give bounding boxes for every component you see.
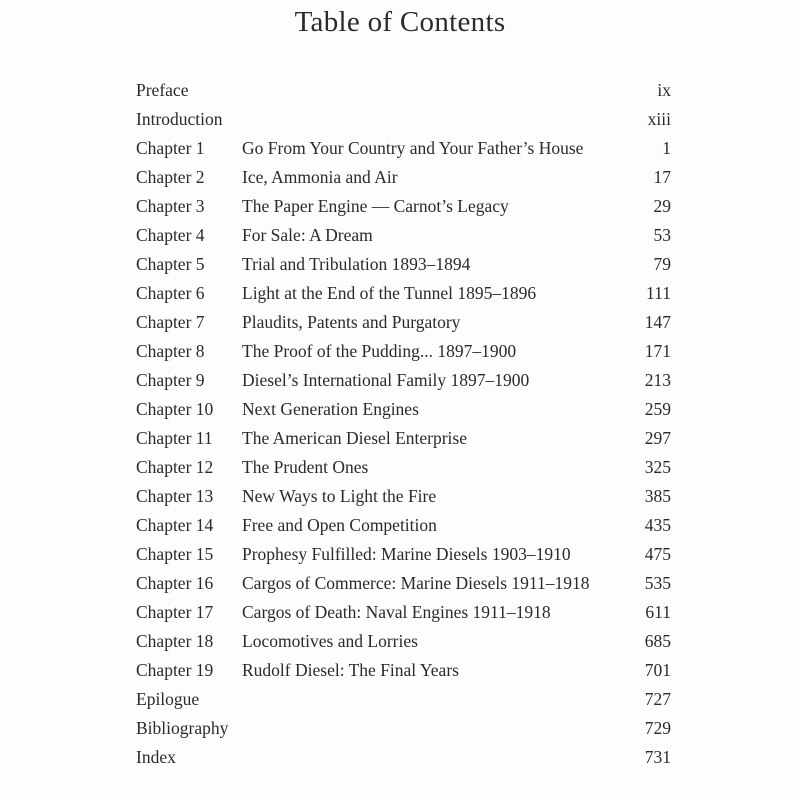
toc-entry-title: Locomotives and Lorries — [242, 631, 418, 651]
toc-entry-page-number: 79 — [653, 254, 671, 274]
toc-entry-label: Chapter 1 — [136, 138, 205, 158]
toc-entry — [136, 453, 671, 482]
toc-entry-title: Light at the End of the Tunnel 1895–1896 — [242, 283, 537, 303]
toc-entry — [136, 656, 671, 685]
toc-entry — [136, 105, 671, 134]
toc-entry-page-number: 685 — [644, 631, 671, 651]
toc-entry — [136, 221, 671, 250]
toc-entry-page-number: 213 — [644, 370, 671, 390]
toc-entry-label: Chapter 5 — [136, 254, 205, 274]
toc-entry — [136, 685, 671, 714]
toc-entry-label: Chapter 3 — [136, 196, 205, 216]
toc-entry — [136, 76, 671, 105]
toc-entry-label: Epilogue — [136, 689, 200, 709]
toc-entry-page-number: 385 — [644, 486, 671, 506]
toc-entry-label: Chapter 17 — [136, 602, 214, 622]
toc-entry-title: Diesel’s International Family 1897–1900 — [242, 370, 530, 390]
toc-entry-label: Chapter 8 — [136, 341, 205, 361]
toc-entry-title: Cargos of Death: Naval Engines 1911–1918 — [242, 602, 551, 622]
toc-entry-label: Chapter 11 — [136, 428, 213, 448]
toc-entry — [136, 163, 671, 192]
toc-entry-page-number: 611 — [645, 602, 671, 622]
toc-entry-label: Index — [136, 747, 176, 767]
toc-entry-page-number: 147 — [644, 312, 671, 332]
toc-entry-page-number: 731 — [644, 747, 671, 767]
toc-entry-label: Chapter 4 — [136, 225, 205, 245]
toc-entry-page-number: 297 — [644, 428, 671, 448]
toc-entry — [136, 395, 671, 424]
toc-entry-title: Prophesy Fulfilled: Marine Diesels 1903–1910 — [242, 544, 571, 564]
toc-entry — [136, 250, 671, 279]
toc-entry — [136, 482, 671, 511]
toc-entry — [136, 279, 671, 308]
toc-entry-label: Chapter 16 — [136, 573, 214, 593]
toc-entry-label: Chapter 14 — [136, 515, 214, 535]
toc-entry-label: Chapter 19 — [136, 660, 214, 680]
toc-entry-page-number: 259 — [644, 399, 671, 419]
toc-entry-label: Chapter 7 — [136, 312, 205, 332]
toc-entry — [136, 714, 671, 743]
toc-entry-label: Chapter 12 — [136, 457, 214, 477]
toc-entry-title: Trial and Tribulation 1893–1894 — [242, 254, 471, 274]
toc-entry-title: Go From Your Country and Your Father’s House — [242, 138, 584, 158]
toc-entry-title: Rudolf Diesel: The Final Years — [242, 660, 459, 680]
toc-entry — [136, 366, 671, 395]
toc-entry — [136, 743, 671, 772]
toc-entry-label: Chapter 10 — [136, 399, 214, 419]
toc-entry-label: Introduction — [136, 109, 223, 129]
page-title: Table of Contents — [294, 6, 506, 38]
toc-entry — [136, 134, 671, 163]
toc-entry — [136, 511, 671, 540]
toc-entry-page-number: 17 — [653, 167, 671, 187]
toc-entry-title: New Ways to Light the Fire — [242, 486, 437, 506]
toc-entry-title: For Sale: A Dream — [242, 225, 373, 245]
toc-entry-title: The Paper Engine — Carnot’s Legacy — [242, 196, 509, 216]
toc-entry — [136, 192, 671, 221]
toc-entry-page-number: 111 — [646, 283, 671, 303]
toc-entry-page-number: 701 — [644, 660, 671, 680]
toc-entry-title: The Proof of the Pudding... 1897–1900 — [242, 341, 517, 361]
table-of-contents — [136, 76, 671, 772]
toc-entry-label: Chapter 18 — [136, 631, 214, 651]
toc-entry-title: Free and Open Competition — [242, 515, 437, 535]
toc-entry-page-number: 325 — [644, 457, 671, 477]
toc-entry-page-number: 435 — [644, 515, 671, 535]
toc-entry-label: Bibliography — [136, 718, 229, 738]
toc-entry-page-number: 535 — [644, 573, 671, 593]
toc-entry — [136, 424, 671, 453]
toc-entry — [136, 540, 671, 569]
toc-entry-page-number: 53 — [653, 225, 671, 245]
toc-entry-label: Chapter 6 — [136, 283, 205, 303]
toc-entry-title: Cargos of Commerce: Marine Diesels 1911–1918 — [242, 573, 590, 593]
toc-entry-label: Chapter 9 — [136, 370, 205, 390]
toc-entry-title: Plaudits, Patents and Purgatory — [242, 312, 461, 332]
toc-entry — [136, 308, 671, 337]
toc-entry-page-number: xiii — [647, 109, 671, 129]
toc-entry-page-number: 727 — [644, 689, 671, 709]
toc-entry-title: Ice, Ammonia and Air — [242, 167, 398, 187]
toc-entry-page-number: 171 — [644, 341, 671, 361]
toc-entry-page-number: 729 — [644, 718, 671, 738]
toc-entry-label: Chapter 13 — [136, 486, 214, 506]
toc-entry-title: Next Generation Engines — [242, 399, 419, 419]
toc-entry-page-number: 1 — [662, 138, 671, 158]
toc-entry — [136, 337, 671, 366]
toc-entry-title: The Prudent Ones — [242, 457, 369, 477]
toc-entry-label: Chapter 15 — [136, 544, 214, 564]
toc-entry — [136, 569, 671, 598]
toc-entry — [136, 598, 671, 627]
toc-entry — [136, 627, 671, 656]
toc-entry-title: The American Diesel Enterprise — [242, 428, 467, 448]
toc-entry-label: Preface — [136, 80, 189, 100]
toc-entry-page-number: ix — [657, 80, 671, 100]
toc-entry-page-number: 475 — [644, 544, 671, 564]
toc-entry-page-number: 29 — [653, 196, 671, 216]
toc-entry-label: Chapter 2 — [136, 167, 205, 187]
